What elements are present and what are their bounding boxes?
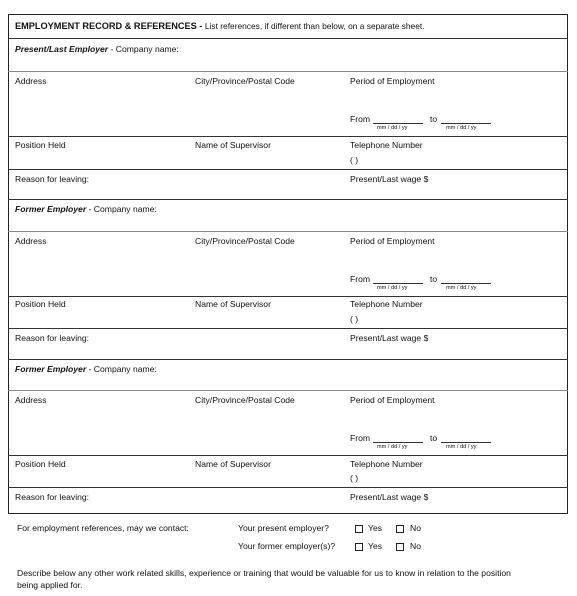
position-held-field[interactable]: Position Held (15, 299, 66, 309)
to-date-input[interactable] (441, 283, 491, 284)
wage-field[interactable]: Present/Last wage $ (350, 333, 429, 343)
employer-heading (15, 364, 157, 374)
city-province-postal-field[interactable]: City/Province/Postal Code (195, 236, 295, 246)
telephone-number-label: Telephone Number (350, 459, 423, 469)
to-date-format: mm / dd / yy (446, 285, 477, 291)
reason-for-leaving-field[interactable]: Reason for leaving: (15, 492, 90, 502)
former-employer-question: Your former employer(s)? (238, 541, 336, 551)
row-divider (8, 296, 568, 297)
block-divider (8, 199, 568, 200)
telephone-number-label: Telephone Number (350, 299, 423, 309)
supervisor-name-field[interactable]: Name of Supervisor (195, 459, 271, 469)
from-label: From (350, 274, 371, 284)
row-divider (8, 169, 568, 170)
reason-for-leaving-field[interactable]: Reason for leaving: (15, 174, 90, 184)
employer-heading (15, 204, 157, 214)
from-label: From (350, 433, 371, 443)
address-field[interactable]: Address (15, 395, 47, 405)
telephone-number-label: Telephone Number (350, 140, 423, 150)
company-name-label[interactable]: - Company name: (88, 364, 157, 374)
employer-heading-label: Former Employer (15, 364, 87, 374)
city-province-postal-field[interactable]: City/Province/Postal Code (195, 395, 295, 405)
from-date-input[interactable] (373, 283, 423, 284)
row-divider (8, 136, 568, 137)
header-divider (8, 38, 568, 39)
reason-for-leaving-field[interactable]: Reason for leaving: (15, 333, 90, 343)
yes-label: Yes (368, 541, 383, 551)
telephone-number-field[interactable]: ( ) (350, 155, 359, 165)
city-province-postal-field[interactable]: City/Province/Postal Code (195, 76, 295, 86)
employer-heading (15, 44, 179, 54)
from-date-input[interactable] (373, 123, 423, 124)
row-divider (8, 71, 568, 72)
company-name-label[interactable]: - Company name: (110, 44, 179, 54)
row-divider (8, 231, 568, 232)
skills-description-prompt: Describe below any other work related skills, experience or training that would be valuable for us to know in relation to the position (17, 568, 511, 578)
section-title-text: EMPLOYMENT RECORD & REFERENCES - (15, 21, 203, 31)
from-label: From (350, 114, 371, 124)
position-held-field[interactable]: Position Held (15, 459, 66, 469)
supervisor-name-field[interactable]: Name of Supervisor (195, 299, 271, 309)
to-date-input[interactable] (441, 442, 491, 443)
contact-question: For employment references, may we contact: (17, 523, 189, 533)
row-divider (8, 328, 568, 329)
from-date-input[interactable] (373, 442, 423, 443)
row-divider (8, 455, 568, 456)
skills-description-prompt-line2: being applied for. (17, 580, 83, 590)
former-employer-yes-checkbox[interactable] (355, 543, 363, 551)
period-of-employment-label: Period of Employment (350, 76, 435, 86)
telephone-number-field[interactable]: ( ) (350, 314, 359, 324)
telephone-number-field[interactable]: ( ) (350, 473, 359, 483)
to-date-input[interactable] (441, 123, 491, 124)
supervisor-name-field[interactable]: Name of Supervisor (195, 140, 271, 150)
present-employer-yes-checkbox[interactable] (355, 525, 363, 533)
position-held-field[interactable]: Position Held (15, 140, 66, 150)
present-employer-no-checkbox[interactable] (396, 525, 404, 533)
to-date-format: mm / dd / yy (446, 444, 477, 450)
section-title (15, 21, 425, 31)
to-label: to (430, 433, 438, 443)
to-date-format: mm / dd / yy (446, 125, 477, 131)
wage-field[interactable]: Present/Last wage $ (350, 174, 429, 184)
period-of-employment-label: Period of Employment (350, 395, 435, 405)
section-subtitle: List references, if different than below, on a separate sheet. (204, 21, 425, 31)
row-divider (8, 487, 568, 488)
to-label: to (430, 114, 438, 124)
from-date-format: mm / dd / yy (377, 285, 408, 291)
employment-record-box (8, 14, 568, 514)
from-date-format: mm / dd / yy (377, 444, 408, 450)
company-name-label[interactable]: - Company name: (88, 204, 157, 214)
from-date-format: mm / dd / yy (377, 125, 408, 131)
employer-heading-label: Present/Last Employer (15, 44, 109, 54)
address-field[interactable]: Address (15, 76, 47, 86)
no-label: No (410, 541, 421, 551)
no-label: No (410, 523, 421, 533)
period-of-employment-label: Period of Employment (350, 236, 435, 246)
wage-field[interactable]: Present/Last wage $ (350, 492, 429, 502)
present-employer-question: Your present employer? (238, 523, 329, 533)
address-field[interactable]: Address (15, 236, 47, 246)
row-divider (8, 390, 568, 391)
block-divider (8, 359, 568, 360)
yes-label: Yes (368, 523, 383, 533)
employer-heading-label: Former Employer (15, 204, 87, 214)
former-employer-no-checkbox[interactable] (396, 543, 404, 551)
to-label: to (430, 274, 438, 284)
